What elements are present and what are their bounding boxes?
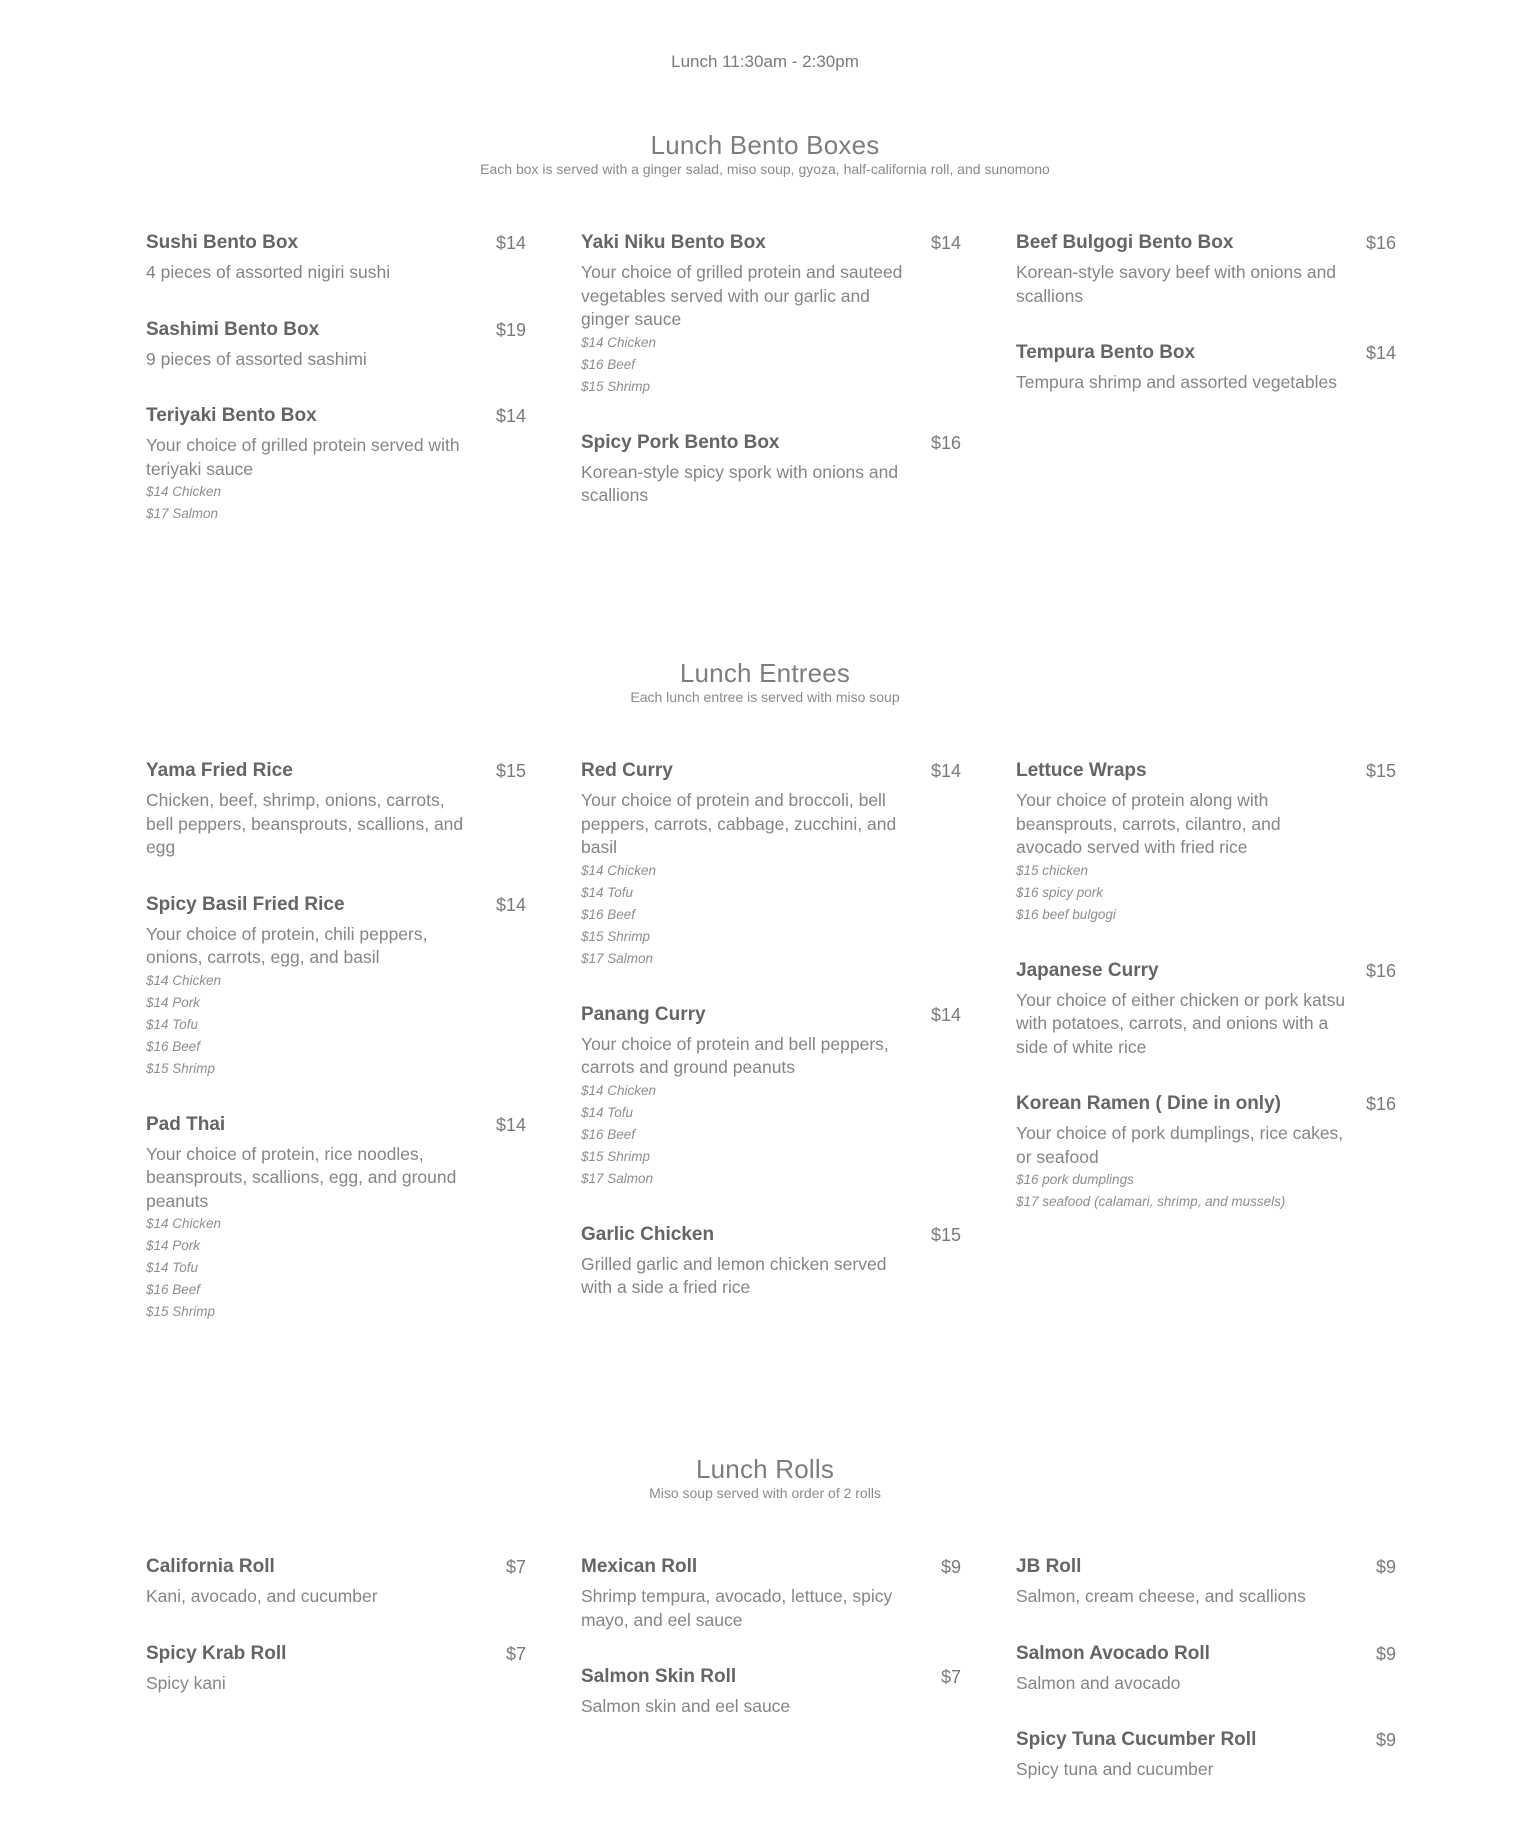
item-description: Your choice of protein along with beansprouts, carrots, cilantro, and avocado served with fried rice (1016, 790, 1281, 857)
menu-column (146, 231, 526, 558)
item-option-price: $16 pork dumplings (1016, 1172, 1134, 1187)
item-option-price: $14 Tofu (146, 1260, 199, 1275)
item-options (581, 860, 961, 970)
item-description: Chicken, beef, shrimp, onions, carrots, bell peppers, beansprouts, scallions, and egg (146, 790, 464, 857)
item-price: $14 (1365, 343, 1396, 363)
menu-item (146, 318, 526, 372)
item-description: Korean-style savory beef with onions and scallions (1016, 262, 1337, 306)
lunch-hours: Lunch 11:30am - 2:30pm (671, 52, 859, 71)
item-name: Spicy Tuna Cucumber Roll (1016, 1729, 1257, 1750)
item-option-price: $16 Beef (581, 356, 636, 372)
item-name: Sashimi Bento Box (146, 318, 320, 340)
item-name: Yaki Niku Bento Box (581, 232, 766, 253)
menu-item (1016, 1642, 1396, 1696)
menu-item (146, 404, 526, 525)
section-entrees (0, 658, 1530, 1319)
item-name: Mexican Roll (581, 1556, 698, 1577)
item-price: $7 (505, 1557, 526, 1577)
item-option-price: $15 Shrimp (146, 1304, 216, 1319)
menu-item (581, 1555, 961, 1632)
item-name: Tempura Bento Box (1016, 342, 1196, 363)
item-price: $9 (940, 1557, 961, 1577)
item-description: Your choice of grilled protein and sauteed vegetables served with our garlic and ginger sauce (581, 262, 903, 329)
item-option-price: $14 Tofu (581, 1104, 634, 1120)
item-description: Your choice of protein, rice noodles, beansprouts, scallions, egg, and ground peanuts (146, 1143, 457, 1211)
menu-column (581, 1555, 961, 1752)
item-price: $7 (505, 1643, 526, 1664)
item-description: Grilled garlic and lemon chicken served with a side a fried rice (581, 1253, 887, 1297)
item-option-price: $16 beef bulgogi (1016, 906, 1116, 922)
item-option-price: $14 Pork (146, 1238, 201, 1253)
item-description: Spicy kani (146, 1672, 226, 1693)
item-price: $9 (1375, 1557, 1396, 1577)
item-price: $16 (930, 432, 961, 453)
item-name: Spicy Pork Bento Box (581, 431, 780, 453)
item-option-price: $14 Tofu (146, 1016, 199, 1032)
item-name: Yama Fried Rice (146, 760, 293, 781)
item-name: Teriyaki Bento Box (146, 405, 317, 426)
item-description: Salmon skin and eel sauce (581, 1696, 791, 1716)
item-options (1016, 860, 1396, 926)
item-price: $14 (930, 233, 961, 253)
section-bento-boxes (0, 130, 1530, 521)
menu-column (146, 1555, 526, 1728)
section-header (0, 1454, 1530, 1501)
item-price: $15 (495, 761, 526, 781)
item-options (146, 481, 526, 525)
item-price: $16 (1365, 960, 1396, 981)
section-header (0, 658, 1530, 705)
item-options (146, 1213, 526, 1323)
item-name: JB Roll (1016, 1556, 1082, 1577)
menu-item (146, 1642, 526, 1696)
section-subtitle: Each box is served with a ginger salad, miso soup, gyoza, half-california roll, and sunomono (480, 161, 1050, 177)
item-description: Salmon and avocado (1016, 1672, 1181, 1693)
section-rolls (0, 1454, 1530, 1779)
item-name: Panang Curry (581, 1003, 706, 1025)
item-option-price: $15 Shrimp (581, 378, 651, 394)
item-name: Red Curry (581, 760, 673, 781)
item-option-price: $14 Chicken (146, 484, 222, 499)
menu-item (146, 759, 526, 860)
item-name: Lettuce Wraps (1016, 760, 1147, 781)
menu-column (146, 759, 526, 1356)
item-option-price: $17 seafood (calamari, shrimp, and mussels) (1016, 1194, 1286, 1209)
menu-item (146, 231, 526, 285)
menu-item (1016, 231, 1396, 308)
item-price: $16 (1365, 1094, 1396, 1114)
item-price: $16 (1365, 233, 1396, 253)
item-option-price: $16 Beef (581, 1126, 636, 1142)
item-name: Spicy Basil Fried Rice (146, 893, 345, 915)
section-title: Lunch Rolls (695, 1454, 835, 1484)
item-price: $14 (495, 894, 526, 915)
item-description: Your choice of either chicken or pork katsu with potatoes, carrots, and onions with a side of white rice (1016, 989, 1346, 1057)
menu-item (146, 1555, 526, 1609)
menu-item (581, 1665, 961, 1719)
item-options (581, 1080, 961, 1190)
menu-item (581, 431, 961, 508)
menu-item (1016, 759, 1396, 926)
item-option-price: $17 Salmon (146, 506, 219, 521)
menu-item (1016, 1092, 1396, 1213)
item-description: Your choice of protein and bell peppers, carrots and ground peanuts (581, 1033, 889, 1077)
item-description: Kani, avocado, and cucumber (146, 1586, 378, 1606)
menu-column (1016, 231, 1396, 428)
item-option-price: $14 Chicken (146, 972, 222, 988)
item-option-price: $14 Tofu (581, 884, 634, 900)
item-price: $14 (495, 233, 526, 253)
item-price: $15 (1365, 761, 1396, 781)
item-description: Korean-style spicy spork with onions and scallions (581, 461, 899, 505)
item-description: Your choice of pork dumplings, rice cakes, or seafood (1016, 1123, 1344, 1167)
item-option-price: $15 Shrimp (581, 928, 651, 944)
section-title: Lunch Bento Boxes (650, 130, 880, 160)
item-description: Your choice of grilled protein served with teriyaki sauce (146, 435, 460, 479)
item-option-price: $17 Salmon (581, 1170, 654, 1186)
item-name: Spicy Krab Roll (146, 1642, 287, 1664)
item-name: Korean Ramen ( Dine in only) (1016, 1093, 1281, 1114)
section-title: Lunch Entrees (679, 658, 851, 688)
menu-column (1016, 759, 1396, 1246)
item-option-price: $16 Beef (146, 1038, 201, 1054)
item-description: Tempura shrimp and assorted vegetables (1016, 372, 1338, 392)
item-price: $9 (1375, 1643, 1396, 1664)
item-description: Your choice of protein, chili peppers, onions, carrots, egg, and basil (146, 923, 428, 967)
item-price: $7 (940, 1667, 961, 1687)
item-option-price: $14 Chicken (581, 334, 657, 350)
item-option-price: $14 Chicken (581, 862, 657, 878)
menu-item (581, 1223, 961, 1300)
item-option-price: $14 Pork (146, 994, 201, 1010)
menu-item (146, 893, 526, 1080)
item-name: Beef Bulgogi Bento Box (1016, 232, 1234, 253)
item-option-price: $16 Beef (581, 906, 636, 922)
item-option-price: $16 spicy pork (1016, 884, 1104, 900)
menu-item (581, 1003, 961, 1190)
section-subtitle: Miso soup served with order of 2 rolls (649, 1485, 881, 1501)
item-description: Your choice of protein and broccoli, bell peppers, carrots, cabbage, zucchini, and basil (581, 790, 897, 857)
item-price: $14 (495, 1114, 526, 1135)
item-name: Japanese Curry (1016, 959, 1159, 981)
item-name: Pad Thai (146, 1113, 226, 1135)
item-description: 9 pieces of assorted sashimi (146, 348, 367, 369)
item-price: $19 (495, 319, 526, 340)
item-name: California Roll (146, 1556, 275, 1577)
item-description: Salmon, cream cheese, and scallions (1016, 1586, 1306, 1606)
item-name: Salmon Skin Roll (581, 1666, 737, 1687)
menu-column (581, 231, 961, 541)
item-description: Shrimp tempura, avocado, lettuce, spicy mayo, and eel sauce (581, 1586, 893, 1630)
item-name: Sushi Bento Box (146, 232, 299, 253)
item-option-price: $14 Chicken (581, 1082, 657, 1098)
menu-item (1016, 1728, 1396, 1782)
menu-item (1016, 959, 1396, 1060)
item-description: Spicy tuna and cucumber (1016, 1759, 1214, 1779)
item-options (581, 332, 961, 398)
section-subtitle: Each lunch entree is served with miso soup (630, 689, 900, 705)
item-option-price: $15 Shrimp (581, 1148, 651, 1164)
menu-column (1016, 1555, 1396, 1815)
item-option-price: $17 Salmon (581, 950, 654, 966)
item-description: 4 pieces of assorted nigiri sushi (146, 262, 391, 282)
item-price: $9 (1375, 1730, 1396, 1750)
menu-item (1016, 341, 1396, 395)
menu-column (581, 759, 961, 1333)
item-option-price: $16 Beef (146, 1282, 201, 1297)
item-name: Salmon Avocado Roll (1016, 1642, 1210, 1664)
item-price: $14 (930, 761, 961, 781)
menu-item (581, 759, 961, 970)
item-options (146, 970, 526, 1080)
menu-item (581, 231, 961, 398)
item-option-price: $14 Chicken (146, 1216, 222, 1231)
item-option-price: $15 Shrimp (146, 1060, 216, 1076)
item-price: $14 (495, 406, 526, 426)
item-price: $14 (930, 1004, 961, 1025)
menu-item (146, 1113, 526, 1324)
item-options (1016, 1169, 1396, 1213)
item-option-price: $15 chicken (1016, 862, 1089, 878)
item-price: $15 (930, 1224, 961, 1245)
item-name: Garlic Chicken (581, 1223, 715, 1245)
section-header (0, 130, 1530, 177)
menu-item (1016, 1555, 1396, 1609)
